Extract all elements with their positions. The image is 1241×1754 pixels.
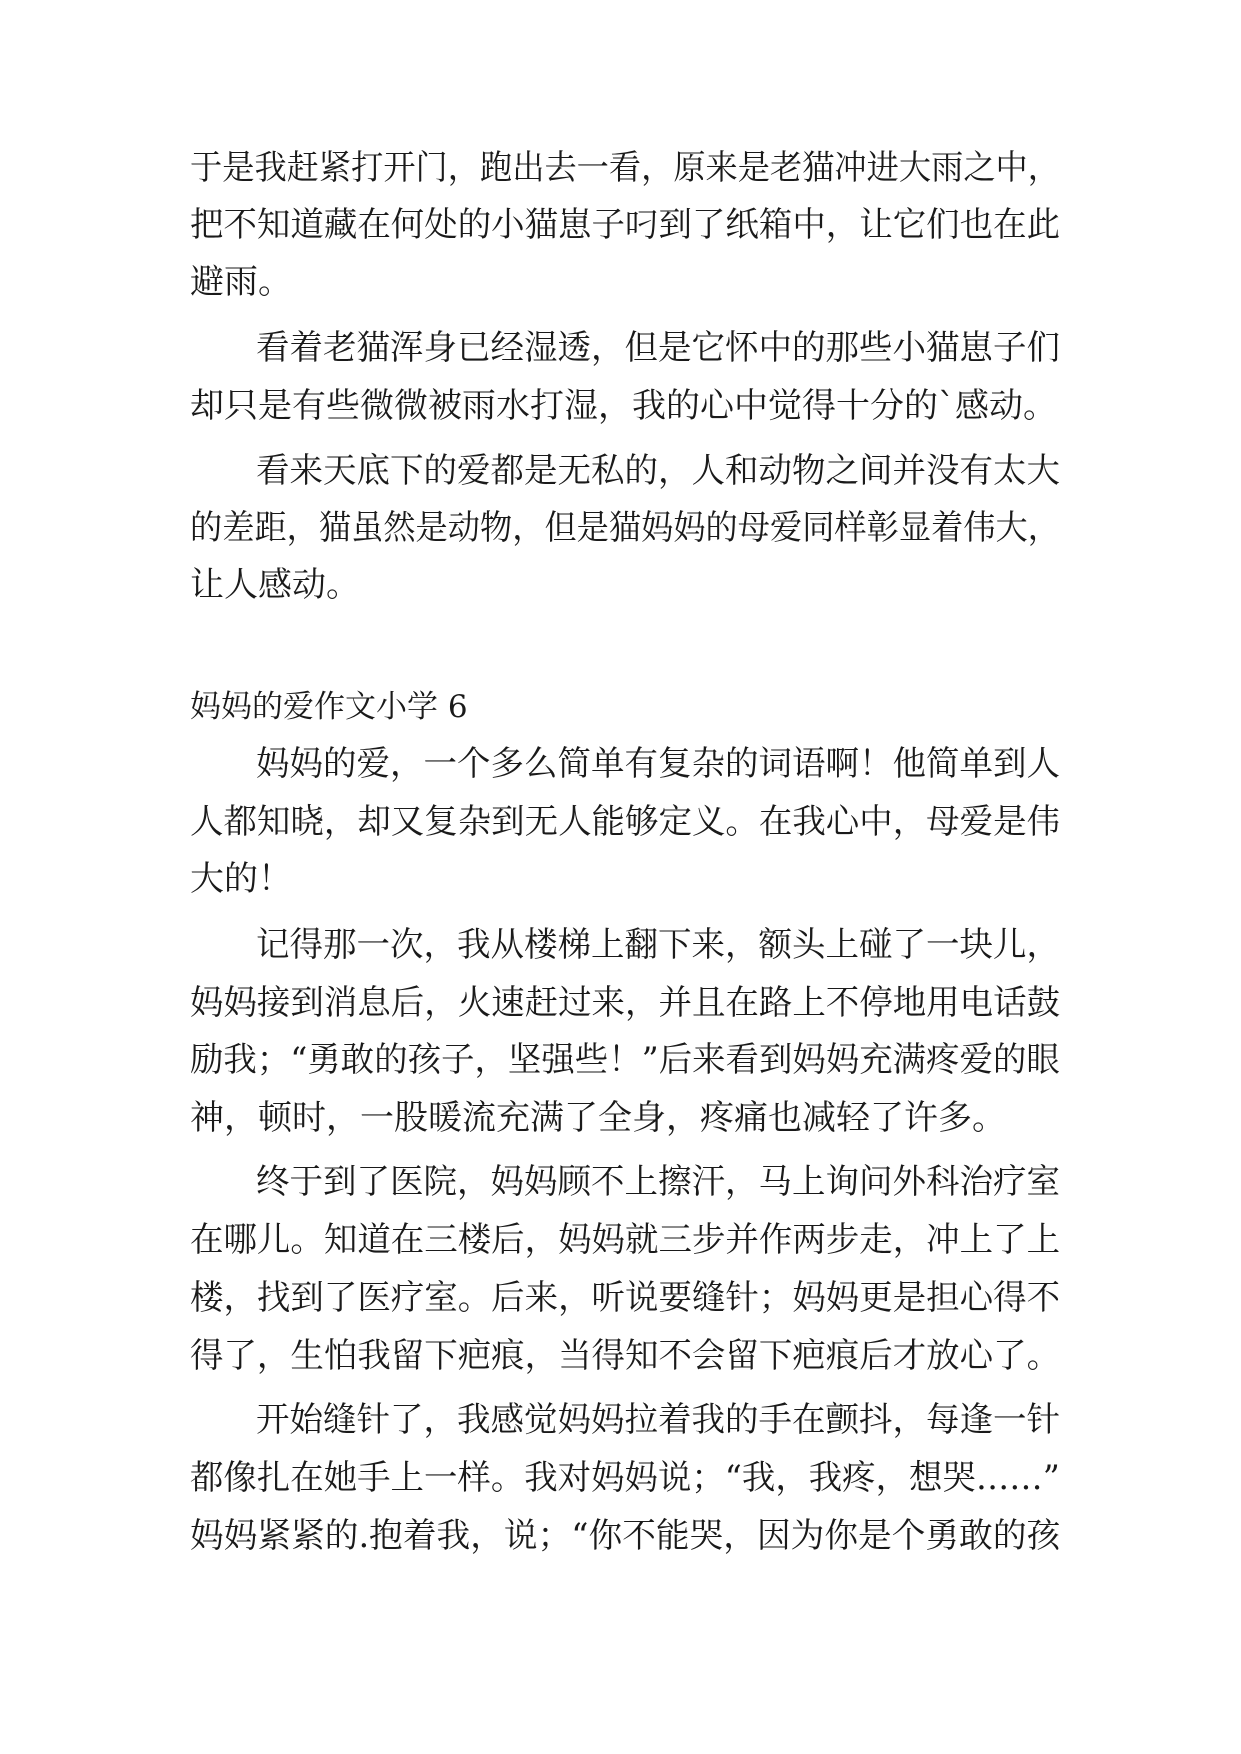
text-line: 把不知道藏在何处的小猫崽子叼到了纸箱中，让它们也在此 (190, 205, 1061, 245)
text-line: 却只是有些微微被雨水打湿，我的心中觉得十分的`感动。 (190, 386, 1057, 426)
paragraph-first-line: 妈妈的爱，一个多么简单有复杂的词语啊！他简单到人 (256, 744, 1061, 784)
text-line: 都像扎在她手上一样。我对妈妈说；“我，我疼，想哭……” (190, 1458, 1060, 1498)
text-line: 让人感动。 (190, 565, 360, 605)
text-line: 妈妈接到消息后，火速赶过来，并且在路上不停地用电话鼓 (190, 983, 1061, 1023)
text-line: 妈妈紧紧的.抱着我，说；“你不能哭，因为你是个勇敢的孩 (190, 1516, 1061, 1556)
text-line: 在哪儿。知道在三楼后，妈妈就三步并作两步走，冲上了上 (190, 1220, 1061, 1260)
text-line: 神，顿时，一股暖流充满了全身，疼痛也减轻了许多。 (190, 1098, 1006, 1138)
paragraph-first-line: 终于到了医院，妈妈顾不上擦汗，马上询问外科治疗室 (256, 1162, 1061, 1202)
text-line: 得了，生怕我留下疤痕，当得知不会留下疤痕后才放心了。 (190, 1336, 1061, 1376)
text-line: 励我；“勇敢的孩子，坚强些！”后来看到妈妈充满疼爱的眼 (190, 1040, 1060, 1080)
paragraph-first-line: 看来天底下的爱都是无私的，人和动物之间并没有太大 (256, 451, 1061, 491)
text-line: 于是我赶紧打开门，跑出去一看，原来是老猫冲进大雨之中， (190, 148, 1060, 188)
text-line: 人都知晓，却又复杂到无人能够定义。在我心中，母爱是伟 (190, 802, 1061, 842)
paragraph-first-line: 看着老猫浑身已经湿透，但是它怀中的那些小猫崽子们 (256, 328, 1061, 368)
paragraph-first-line: 记得那一次，我从楼梯上翻下来，额头上碰了一块儿， (256, 925, 1061, 965)
text-line: 大的！ (190, 859, 292, 899)
paragraph-first-line: 开始缝针了，我感觉妈妈拉着我的手在颤抖，每逢一针 (256, 1400, 1061, 1440)
text-line: 的差距，猫虽然是动物，但是猫妈妈的母爱同样彰显着伟大， (190, 508, 1060, 548)
section-heading: 妈妈的爱作文小学 6 (190, 689, 468, 725)
text-line: 避雨。 (190, 262, 292, 302)
text-line: 楼，找到了医疗室。后来，听说要缝针；妈妈更是担心得不 (190, 1278, 1061, 1318)
